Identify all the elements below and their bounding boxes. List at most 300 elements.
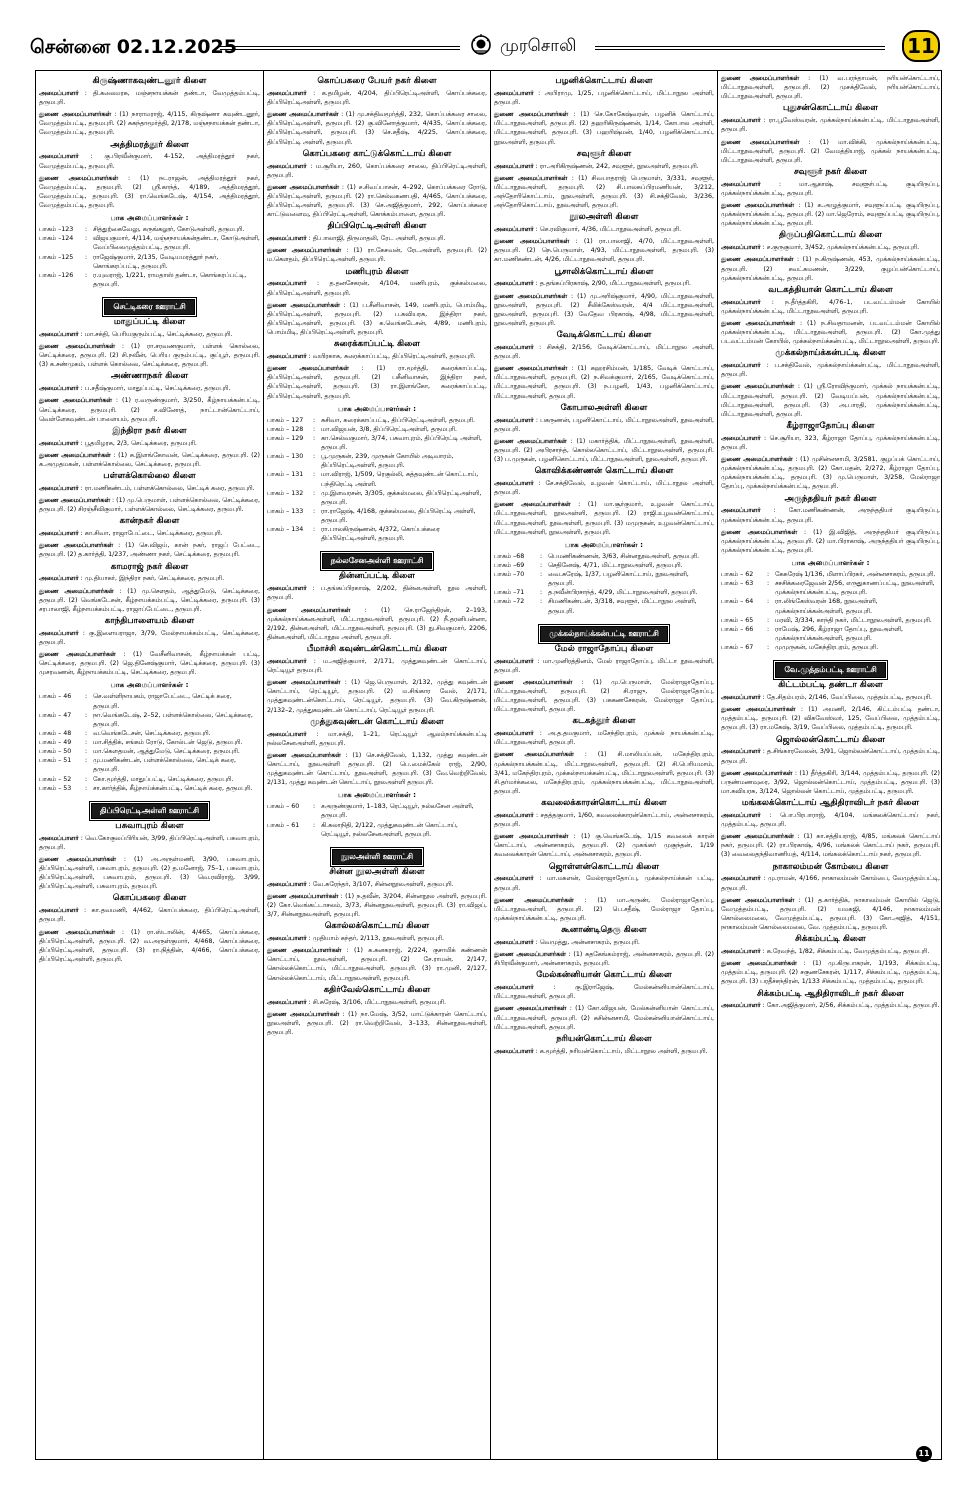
organiser-details: : (1) ப.சீனிவாசன், 149, மணிபுரம், பொம்மிடி, திப்பிரெட்டிஅள்ளி, தருமபுரி. (2) ப.கவியரசு, இந்திரா நகர், திப்பிரெட்டிஅள்ளி, தருமபுரி. (3) க.வெங்கடேசன், 4/89, மணிபுரம், பொம்மிடி, திப்பிரெட்டிஅள்ளி, தருமபுரி. bbox=[267, 301, 487, 336]
role-label: துணை அமைப்பாளர்கள் bbox=[721, 769, 793, 777]
booth-number: பாகம் – 53 bbox=[39, 784, 72, 792]
role-label: துணை அமைப்பாளர்கள் bbox=[267, 751, 341, 759]
role-label: துணை அமைப்பாளர்கள் bbox=[39, 855, 116, 863]
panchayat-name: வே.முத்தம்பட்டி ஊராட்சி bbox=[775, 662, 885, 678]
organiser-details: : ரா.மணிகண்டம், பள்ளக்கொல்லை, செட்டிக் கரை, தருமபுரி. bbox=[78, 484, 255, 492]
organiser-entry bbox=[267, 301, 487, 338]
booth-organisers-table bbox=[494, 552, 714, 616]
booth-number: பாகம் –68 bbox=[494, 552, 525, 560]
role-label: அமைப்பாளர் bbox=[267, 585, 307, 593]
role-label: துணை அமைப்பாளர்கள் bbox=[494, 833, 569, 841]
role-label: துணை அமைப்பாளர்கள் bbox=[721, 202, 795, 209]
role-label: துணை அமைப்பாளர்கள் bbox=[721, 706, 796, 714]
branch-heading: கொப்பகரை பேயர் நகர் கிளை bbox=[317, 76, 437, 86]
organiser-entry bbox=[267, 89, 487, 107]
booth-row bbox=[39, 692, 260, 710]
role-label: துணை அமைப்பாளர்கள் bbox=[494, 437, 567, 445]
booth-organisers-table bbox=[721, 570, 940, 652]
organiser-entry bbox=[721, 769, 940, 796]
colon-separator: : bbox=[540, 571, 543, 578]
booth-organisers-heading: பாக அமைப்பாளர்கள் : bbox=[565, 539, 643, 549]
booth-row bbox=[721, 643, 940, 652]
role-label: அமைப்பாளர் bbox=[494, 226, 534, 233]
role-label: துணை அமைப்பாளர்கள் bbox=[494, 501, 571, 509]
role-label: அமைப்பாளர் bbox=[721, 694, 761, 701]
booth-organiser: த.நவீன்பிரசாந்த், 4/29, மிட்டாநூலஅள்ளி, தருமபுரி. bbox=[548, 589, 698, 597]
booth-organiser: நா.வெங்கடேஷ், 2–52, பள்ளக்கொல்லை, செட்டிக்கரை, தருமபுரி. bbox=[93, 711, 253, 728]
role-label: அமைப்பாளர் bbox=[39, 907, 79, 915]
organiser-details: : மு.ராமன், 4/166, நாகாலம்மன் கோம்பை, வேமுத்தம்பட்டி, தருமபுரி. bbox=[721, 875, 940, 892]
booth-organiser: முமுருகன், மகேந்திரபுரம், தருமபுரி. bbox=[775, 644, 879, 651]
role-label: அமைப்பாளர் bbox=[39, 153, 79, 161]
role-label: துணை அமைப்பாளர்கள் bbox=[267, 247, 342, 255]
organiser-entry bbox=[39, 174, 260, 211]
role-label: துணை அமைப்பாளர்கள் bbox=[721, 319, 795, 327]
branch-heading: மணிபுரம் கிளை bbox=[345, 266, 409, 277]
role-label: அமைப்பாளர் bbox=[39, 385, 79, 393]
organiser-entry bbox=[721, 959, 940, 986]
role-label: துணை அமைப்பாளர்கள் bbox=[39, 343, 115, 350]
role-label: துணை அமைப்பாளர்கள் bbox=[267, 892, 339, 900]
organiser-details: : (1) மு.கிருபாகரன், 1/193, சிக்கம்பட்டி, முத்தம்பட்டி, தருமபுரி. (2) சகுணசேகரன், 1/117, சிக்கம்பட்டி, முத்தம்பட்டி, தருமபுரி. (3) பரதீச்சந்திரன், 1/133 சிக்கம்பட்டி, முத்தம்பட்டி, தருமபுரி. bbox=[721, 960, 940, 986]
booth-row bbox=[267, 434, 487, 452]
branch-heading: வடகத்தியான் கொட்டாய் கிளை bbox=[768, 284, 893, 295]
branch-heading: கான்நகர் கிளை bbox=[119, 516, 180, 527]
branch-heading: ஜொள்ளன்கொட்டாய் கிளை bbox=[548, 861, 660, 872]
organiser-entry bbox=[721, 298, 940, 316]
column-4 bbox=[717, 71, 942, 1459]
branch-heading: கீழ்ராஜாதோப்பு கிளை bbox=[786, 420, 875, 431]
organiser-details: : (1) மு.பெருமாள், பள்ளக்கொல்லை, செட்டிக்கரை, தருமபுரி. (2) சிரஞ்சீவிகுமார், பள்ளக்கொல்லை, செட்டிக்கரை, தருமபுரி. bbox=[39, 497, 260, 514]
panchayat-name: நல்லசேனஅள்ளி ஊராட்சி bbox=[322, 553, 433, 569]
role-label: துணை அமைப்பாளர்கள் bbox=[494, 1005, 567, 1013]
organiser-details: : கா.சிவா, ராஜாபேட்டை, செட்டிக்கரை, தருமபுரி. bbox=[78, 530, 223, 538]
organiser-details: : சிசக்தி, 2/156, வேடிக்கொட்டாய், மிட்டாநூல அள்ளி, தருமபுரி. bbox=[494, 343, 714, 360]
newspaper-name: முரசொலி bbox=[500, 36, 577, 56]
role-label: துணை அமைப்பாளர்கள் bbox=[494, 238, 570, 246]
booth-organiser: வ.வெங்கடேசன், செட்டிக்கரை, தருமபுரி. bbox=[93, 729, 211, 737]
role-label: துணை அமைப்பாளர்கள் bbox=[39, 451, 111, 459]
colon-separator: : bbox=[85, 226, 88, 234]
panchayat-banner bbox=[721, 657, 940, 678]
organiser-details: : சதத்தகுமார், 1/60, கவலைக்காரன்கொட்டாய், அன்னசாகரம், தருமபுரி. bbox=[494, 811, 714, 828]
booth-row bbox=[721, 570, 940, 579]
organiser-entry bbox=[494, 174, 714, 211]
booth-number: பாகம் –69 bbox=[494, 561, 525, 569]
booth-row bbox=[494, 561, 714, 570]
branch-heading: கிட்டம்பட்டி தண்டா கிளை bbox=[778, 680, 883, 691]
booth-row bbox=[39, 711, 260, 729]
organiser-entry bbox=[721, 693, 940, 702]
role-label: அமைப்பாளர் bbox=[494, 730, 534, 738]
organiser-details: : (1) ர.வருண்குமார், 3/250, கீழ்நாயக்கன்பட்டி, செட்டிக்கரை, தருமபுரி. (2) ச.வினோத், நாட்டான்கொட்டாய், வெள்ளேகவுண்டன் பாளையம், தருமபுரி. bbox=[39, 397, 260, 423]
booth-organiser: ர.யுவராஜ், 1/221, ராமதாஸ் தண்டா, கொங்கரப்பட்டி, தருமபுரி. bbox=[93, 271, 247, 288]
booth-number: பாகம் – 127 bbox=[267, 416, 304, 424]
organiser-entry bbox=[39, 855, 260, 892]
colon-separator: : bbox=[85, 711, 88, 719]
organiser-entry bbox=[494, 500, 714, 537]
booth-row bbox=[39, 775, 260, 784]
organiser-entry bbox=[721, 832, 940, 859]
booth-organisers-table bbox=[267, 416, 487, 544]
organiser-entry bbox=[494, 416, 714, 434]
branch-heading: கொப்பகரை காட்டுக்கொட்டாய் கிளை bbox=[302, 148, 452, 159]
organiser-entry bbox=[39, 439, 260, 448]
organiser-entry bbox=[267, 946, 487, 983]
colon-separator: : bbox=[540, 552, 543, 560]
organiser-details: : (1) சுதகேங்கம்ராஜ், அன்னசாகரம், தருமபுரி. (2) சிபிரவீன்குமார், அன்னசாகரம், தருமபுரி. bbox=[494, 951, 714, 968]
booth-organiser: மரவி, 3/334, காந்தி நகர், மிட்டாநூலஅள்ளி, தருமபுரி. bbox=[775, 616, 932, 624]
organiser-entry bbox=[494, 225, 714, 234]
branch-heading: தின்னப்பட்டி கிளை bbox=[338, 571, 416, 582]
booth-row bbox=[267, 470, 487, 488]
organiser-details: : ப.சக்திவேல், முக்கல்நாய்க்கன்பட்டி, மிட்டாநூலஅள்ளி, தருமபுரி. bbox=[721, 362, 940, 379]
organiser-details: : (1) ச.சிவப்பாசன், 4–292, கொப்பக்கரை ரோடு, திப்பிரெட்டிஅள்ளி, தருமபுரி. (2) ரா.செல்வகணபதி, 4/465, கொப்பக்கரை, திப்பிரெட்டிஅள்ளி, தருமபுரி. (3) செ.அஜித்குமார், 292, கொப்பக்கரை காட்டுவளைவு, திப்பிரெட்டிஅள்ளி, கொக்கம்பாளை, தருமபுரி. bbox=[267, 183, 487, 219]
role-label: அமைப்பாளர் bbox=[494, 480, 534, 487]
organiser-details: : (1) செ.கோகேஷ்வரன், பழனிக் கொட்டாய், மிட்டாநூலஅள்ளி, தருமபுரி. (2) தஹரிகிருஷ்ணன், 1/14, கோபால அள்ளி, மிட்டாநூலஅள்ளி, தருமபுரி. (3) பஹரிஷ்மன், 1/40, பழனிக்கொட்டாய், நூலஅள்ளி, தருமபுரி. bbox=[494, 111, 714, 146]
organiser-entry bbox=[494, 162, 714, 171]
booth-number: பாகம் – 61 bbox=[267, 821, 300, 829]
colon-separator: : bbox=[540, 561, 543, 569]
colon-separator: : bbox=[540, 589, 543, 597]
booth-number: பாகம் – 63 bbox=[721, 580, 754, 588]
role-label: துணை அமைப்பாளர்கள் bbox=[494, 111, 569, 119]
page-number-badge: 11 bbox=[902, 30, 940, 62]
branch-heading: மேல் ராஜாதோப்பு கிளை bbox=[554, 643, 654, 654]
organiser-entry bbox=[267, 183, 487, 220]
organiser-details: : (1) ரா.ஸ்டாலின், 4/465, கொப்பக்கரை, திப்பிரெட்டிஅள்ளி, தருமபுரி. (2) வ.அருள்குமார், 4/468, கொப்பக்கரை, திப்பிரெட்டிஅள்ளி, தருமபுரி. (3) ரா.நித்தின், 4/466, கொப்பக்கரை, திப்பிரெட்டிஅள்ளி, தருமபுரி. bbox=[39, 928, 260, 963]
colon-separator: : bbox=[313, 489, 316, 497]
branch-heading: கவலைக்காரன்கொட்டாய் கிளை bbox=[541, 798, 667, 808]
role-label: அமைப்பாளர் bbox=[494, 343, 534, 351]
organiser-details: : மா.ஆகாஷ், சவுளூர்பட்டி குடியிருப்பு, முக்கல்நாய்க்கன்பட்டி, தருமபுரி. bbox=[721, 180, 940, 197]
organiser-entry bbox=[494, 279, 714, 288]
organiser-entry bbox=[39, 451, 260, 469]
organiser-details: : மா.சக்தி, 1–21, ரெட்டியூர் ஆலம்நாய்க்கன்பட்டி நல்லசேனஅள்ளி, தருமபுரி. bbox=[267, 730, 487, 747]
booth-organisers-table bbox=[39, 692, 260, 792]
organiser-entry bbox=[721, 455, 940, 492]
booth-organiser: செதினேஷ், 4/71, மிட்டாநூலஅள்ளி, தருமபுரி. bbox=[548, 561, 683, 569]
organiser-entry bbox=[721, 811, 940, 829]
organiser-entry bbox=[39, 587, 260, 614]
organiser-details: : (1) கு.வெங்கடேஷ், 1/15 கவலைக் காரன் கொட்டாய், அன்னசாகரம், தருமபுரி. (2) முகங்கர் முகுந்தன், 1/19 கவலைக்காரன் கொட்டாய், அன்னசாகரம், தருமபுரி. bbox=[494, 833, 714, 859]
organiser-entry bbox=[267, 1010, 487, 1037]
organiser-entry bbox=[721, 705, 940, 732]
role-label: அமைப்பாளர் bbox=[267, 730, 307, 738]
branch-heading: இந்திரா நகர் கிளை bbox=[112, 425, 187, 436]
booth-row bbox=[39, 784, 260, 793]
booth-organiser: செ.வள்ளிநாயகம், ராஜாபேட்டை, செட்டிக் கரை, தருமபுரி. bbox=[93, 693, 232, 710]
organiser-entry bbox=[39, 330, 260, 339]
colon-separator: : bbox=[767, 571, 770, 578]
branch-heading: முக்கல்நாய்க்கன்பட்டி கிளை bbox=[775, 348, 886, 359]
booth-organiser: வை.சுரேஷ், 1/37, பழனிகொட்டாய், நூலஅள்ளி, தருமபுரி. bbox=[548, 571, 689, 588]
organiser-entry bbox=[494, 437, 714, 464]
organiser-entry bbox=[494, 110, 714, 147]
role-label: அமைப்பாளர் bbox=[721, 811, 761, 819]
branch-heading: பழனிக்கொட்டாய் கிளை bbox=[555, 76, 653, 86]
organiser-details: : க.ரேவந்த், 1/82, சிக்கம்பட்டி, வேமுத்தம்பட்டி, தருமபுரி. bbox=[760, 948, 930, 955]
booth-organiser: சா.கார்த்திக், கீழ்நாய்க்கன்பட்டி, செட்டிக் கரை, தருமபுரி. bbox=[93, 784, 253, 792]
booth-organiser: ராஜேஷ்குமார், 2/135, வேடியமரத்தூர் நகர், கொங்கரப்பட்டி, தருமபுரி. bbox=[93, 253, 219, 270]
role-label: அமைப்பாளர் bbox=[494, 875, 534, 883]
booth-row bbox=[494, 588, 714, 597]
booth-number: பாகம் –70 bbox=[494, 571, 525, 578]
organiser-entry bbox=[721, 201, 940, 228]
organiser-details: : வெமுத்து, அன்னசாகரம், தருமபுரி. bbox=[533, 938, 640, 946]
organiser-entry bbox=[494, 729, 714, 747]
branch-heading: கதிர்வேல்கொட்டாய் கிளை bbox=[323, 984, 431, 995]
booth-row bbox=[494, 570, 714, 588]
organiser-entry bbox=[721, 874, 940, 892]
role-label: அமைப்பாளர் bbox=[39, 834, 79, 842]
organiser-entry bbox=[267, 584, 487, 602]
masthead bbox=[30, 30, 945, 66]
booth-organiser: ரா.லிங்கேஸ்வரன் 168, நூலஅள்ளி, முக்கல்நாய்க்கன்அள்ளி, தருமபுரி. bbox=[775, 598, 878, 615]
organiser-details: : வெ.கோகுலப்பிரியன், 3/99, திப்பிரெட்டிஅள்ளி, பசுவாபுரம், தருமபுரி. bbox=[39, 834, 260, 851]
booth-organiser: சசசிக்கரைஜேவன் 2/56, எருதுகாணப்பட்டி, நூலஅள்ளி, முக்கல்நாய்க்கன்பட்டி, தருமபுரி. bbox=[775, 580, 935, 597]
role-label: துணை அமைப்பாளர்கள் bbox=[494, 292, 567, 300]
booth-row bbox=[39, 729, 260, 738]
organiser-details: : (1) ந.சிவதாமனன், படவட்டம்மன் கோயில் முக்கல்நாய்க்கன்பட்டி, மிட்டாநூலஅள்ளி, தருமபுரி. (2) கோ.முத்து படவட்டம்மன் கோயில், முக்கல்நாய்க்கன்பட்டி, மிட்டாநூலஅள்ளி, தருமபுரி. bbox=[721, 319, 940, 346]
role-label: அமைப்பாளர் bbox=[721, 507, 761, 515]
organiser-entry bbox=[494, 657, 714, 675]
role-label: அமைப்பாளர் bbox=[721, 362, 761, 370]
booth-row bbox=[39, 225, 260, 234]
organiser-entry bbox=[267, 678, 487, 715]
colon-separator: : bbox=[313, 416, 316, 424]
organiser-details: : (1) மு.சௌதம், ஆத்துமேடு, செட்டிக்கரை, தருமபுரி. (2) வெங்கடேசன், கீழ்நாயக்கம்பட்டி, செட்டிக்கரை, தருமபுரி. (3) சரபாலாஜி, கீழ்நாயக்கம்பட்டி, ராஜாப்பேட்டை, தருமபுரி. bbox=[39, 587, 260, 613]
booth-organisers-heading: பாக அமைப்பாளர்கள் : bbox=[110, 213, 189, 223]
colon-separator: : bbox=[313, 526, 316, 534]
branch-heading: காந்திபாளையம் கிளை bbox=[104, 615, 195, 626]
role-label: அமைப்பாளர் bbox=[267, 998, 307, 1006]
organiser-details: : (1) ஸ்ரீ.ரோவிந்குமார், முக்கல் நாயக்கன்பட்டி, மிட்டாநூலஅள்ளி, தருமபுரி. (2) வேடியப்பன், முக்கல்நாய்க்கன்பட்டி, மிட்டாநூலஅள்ளி, தருமபுரி. (3) அ.பாரதி, முக்கல்நாய்க்கன்பட்டி, மிட்டாநூலஅள்ளி, தருமபுரி. bbox=[721, 383, 940, 418]
organiser-details: : (1) மா.சூர்குமார், உழவன் கொட்டாய், மிட்டாநூலஅள்ளி, நூலஅள்ளி, தருமபுரி. (2) ராஜி.உழவன்கொட்டாய், மிட்டாநூலஅள்ளி, நூலஅள்ளி, தருமபுரி. (3) மமுருகன், உழவன்கொட்டாய், மிட்டாநூலஅள்ளி, நூலஅள்ளி, தருமபுரி. bbox=[494, 501, 714, 536]
booth-number: பாகம் – 64 bbox=[721, 598, 754, 606]
organiser-entry bbox=[39, 928, 260, 965]
booth-organiser: மு.மணிகண்டன், பள்ளக்கொல்லை, செட்டிக் கரை, தருமபுரி. bbox=[93, 757, 236, 774]
booth-number: பாகம் – 52 bbox=[39, 775, 72, 783]
organiser-details: : (1) மகார்த்திக், மிட்டாநூலஅள்ளி, நூலஅள்ளி, தருமபுரி. (2) அபிரசாந்த், கொல்லகொட்டாய், மிட்டாநூலஅள்ளி, தருமபுரி. (3) ப.முருகன், பழனிகொட்டாய், மிட்டாநூலஅள்ளி, நூலஅள்ளி, தருமபுரி. bbox=[494, 437, 714, 463]
branch-heading: பூசாலிக்கொட்டாய் கிளை bbox=[554, 266, 654, 277]
role-label: துணை அமைப்பாளர்கள் bbox=[721, 960, 797, 968]
booth-number: பாகம் – 132 bbox=[267, 489, 304, 497]
organiser-entry bbox=[494, 292, 714, 329]
organiser-details: : கு.இளையராஜா, 3/79, மேல்நாயக்கம்பட்டி, செட்டிக்கரை, தருமபுரி. bbox=[39, 629, 260, 646]
booth-number: பாகம் –124 bbox=[39, 235, 74, 243]
booth-row bbox=[39, 271, 260, 289]
organiser-entry bbox=[39, 496, 260, 514]
colon-separator: : bbox=[85, 729, 88, 737]
role-label: அமைப்பாளர் bbox=[494, 811, 534, 819]
panchayat-name: நூலஅள்ளி ஊராட்சி bbox=[332, 849, 422, 865]
panchayat-banner bbox=[267, 844, 487, 865]
booth-number: பாகம் –126 bbox=[39, 271, 74, 279]
booth-number: பாகம் –123 bbox=[39, 226, 74, 234]
organiser-entry bbox=[39, 650, 260, 677]
organiser-entry bbox=[721, 382, 940, 419]
booth-row bbox=[267, 507, 487, 525]
organiser-entry bbox=[39, 89, 260, 107]
organiser-details: : (1) ரா.பாலாஜி, 4/70, மிட்டாநூலஅள்ளி, தருமபுரி. (2) நெ.பெருமாள், 4/93, மிட்டாநூலஅள்ளி, தருமபுரி. (3) கா.மணிகண்டன், 4/26, மிட்டாநூலஅள்ளி, தருமபுரி. bbox=[494, 238, 715, 264]
notice-sheet bbox=[35, 70, 942, 1460]
role-label: அமைப்பாளர் bbox=[721, 117, 761, 125]
organiser-details: : (1) க.கனகராஜ், 2/224, குசாமிக் கண்ணன் கொட்டாய், நூலஅள்ளி, தருமபுரி. (2) சே.ராமன், 2/147, கொல்லக்கொட்டாய், மிட்டாநூலஅள்ளி, தருமபுரி. (3) ரா.முனி, 2/127, கொல்லக்கொட்டாய், மிட்டாநூலஅள்ளி, தருமபுரி. bbox=[267, 947, 487, 982]
booth-row bbox=[267, 489, 487, 507]
organiser-entry bbox=[494, 1004, 714, 1031]
role-label: அமைப்பாளர் bbox=[39, 575, 79, 583]
organiser-entry bbox=[267, 730, 487, 748]
role-label: அமைப்பாளர் bbox=[39, 439, 79, 447]
organiser-details: : (1) மு.அரிஷ்குமார், 4/90, மிட்டாநூலஅள்ளி, நூலஅள்ளி, தருமபுரி. (2) சீலிக்கேஸ்வரன், 4/4 மிட்டாநூலஅள்ளி, நூலஅள்ளி, தருமபுரி. (3) வேதேவ பிரகாஷ், 4/98, மிட்டாநூலஅள்ளி, நூலஅள்ளி, தருமபுரி. bbox=[494, 292, 714, 327]
organiser-entry bbox=[494, 811, 714, 829]
role-label: துணை அமைப்பாளர்கள் bbox=[267, 679, 341, 687]
colon-separator: : bbox=[85, 748, 88, 756]
booth-organiser: விஜயகுமார், 4/114, மஞ்சநாயக்கன்தண்டா, கோடுஅள்ளி, வேப்பிலைமுத்தம்பட்டி, தருமபுரி. bbox=[93, 235, 260, 252]
booth-number: பாகம் – 129 bbox=[267, 434, 304, 442]
organiser-entry bbox=[721, 506, 940, 524]
organiser-details: : (1) வ.பரந்தாமன், நரியன்கொட்டாய், மிட்டாநூலஅள்ளி, தருமபுரி. (2) முசக்திவேல், நரியன்கொட்டாய், மிட்டாநூலஅள்ளி, தருமபுரி. bbox=[721, 75, 940, 101]
role-label: துணை அமைப்பாளர்கள் bbox=[267, 947, 342, 955]
organiser-details: : மா.மகளன், மேல்ராஜாதோப்பு, முக்கல்நாய்க்கன் பட்டி, தருமபுரி. bbox=[494, 875, 714, 892]
organiser-entry bbox=[267, 352, 487, 361]
role-label: அமைப்பாளர் bbox=[267, 280, 307, 288]
booth-row bbox=[267, 425, 487, 434]
branch-heading: நரியன்கொட்டாய் கிளை bbox=[556, 1033, 652, 1044]
role-label: துணை அமைப்பாளர்கள் bbox=[721, 256, 794, 264]
booth-number: பாகம் – 51 bbox=[39, 757, 72, 765]
organiser-details: : த.தங்கப்பிரகாஷ், 2/90, மிட்டாநூலஅள்ளி, தருமபுரி. bbox=[533, 280, 691, 288]
booth-row bbox=[494, 597, 714, 615]
organiser-details: : அ.த.தமகுமார், மசேந்திரபுரம், முக்கல் நாயக்கன்பட்டி, மிட்டாநூலஅள்ளி, தருமபுரி. bbox=[494, 730, 714, 747]
organiser-entry bbox=[494, 938, 714, 947]
colon-separator: : bbox=[767, 580, 770, 588]
panchayat-banner bbox=[39, 798, 260, 819]
organiser-details: : (1) மா.விக்கி, முக்கல்நாய்க்கன்பட்டி, மிட்டாநூலஅள்ளி, தருமபுரி. (2) வேமத்தியாஜ், முக்கல் நாயக்கன்பட்டி, மிட்டாநூலஅள்ளி, தருமபுரி. bbox=[721, 138, 940, 164]
colon-separator: : bbox=[313, 803, 316, 811]
role-label: அமைப்பாளர் bbox=[267, 880, 307, 888]
organiser-details: : (1) செ.ராஜேந்திரன், 2–193, முக்கல்நாய்க்கனஅள்ளி, மிட்டாநூலஅள்ளி, தருமபுரி. (2) நீ.தரனிபன்னா, 2/192, தின்னஅள்ளி, மிட்டாநூலஅள்ளி, தருமபுரி. (3) நு.சிவகுமார், 2206, தின்னஅள்ளி, மிட்டாநூல அள்ளி, தருமபுரி. bbox=[267, 606, 487, 641]
role-label: துணை அமைப்பாளர்கள் bbox=[267, 111, 339, 119]
colon-separator: : bbox=[767, 616, 770, 624]
organiser-entry bbox=[267, 279, 487, 297]
organiser-details: : ந.தீர்த்தகிரி, 4/76–1, படவட்டம்மன் கோயில் முக்கல்நாய்க்கன்பட்டி, மிட்டாநூலஅள்ளி, தருமபுரி. bbox=[721, 298, 940, 315]
organiser-details: : ப.சதீஷ்குமார், மாதுப்பட்டி, செட்டிக்கரை, தருமபுரி. bbox=[78, 385, 231, 393]
column-2 bbox=[263, 71, 490, 1459]
organiser-entry bbox=[39, 396, 260, 423]
organiser-entry bbox=[721, 138, 940, 165]
booth-organiser: கி.கலாநிதி, 2/122, முத்துகவுண்டன் கொட்டாய், ரெட்டியூர், நல்லசேனஅள்ளி, தருமபுரி. bbox=[321, 821, 458, 838]
organiser-details: : மா.முனிரத்தினம், மேல் ராஜாதோப்பு, மிட்டா நூலஅள்ளி, தருமபுரி. bbox=[494, 657, 714, 674]
page-number-footer: 11 bbox=[916, 1446, 932, 1462]
colon-separator: : bbox=[313, 434, 316, 442]
booth-row bbox=[39, 738, 260, 747]
organiser-entry bbox=[721, 434, 940, 452]
organiser-details: : (1) நாராமராஜ், 4/115, கிருஷ்ணா கவுண்டனூர், வேமுத்தம்பட்டி, தருமபுரி. (2) சுகந்தாமூர்த்தி, 2/178, மஞ்சநாயக்கன் தண்டா, வேமுத்தம்பட்டி, தருமபுரி. bbox=[39, 111, 260, 137]
organiser-entry bbox=[39, 541, 260, 559]
booth-number: பாகம் – 46 bbox=[39, 693, 72, 701]
role-label: அமைப்பாளர் bbox=[721, 244, 761, 252]
organiser-details: : ம.அஜித்குமார், 2/171, முத்துகவுண்டன் கொட்டாய், ரெட்டியூர் தருமபுரி. bbox=[267, 657, 487, 674]
colon-separator: : bbox=[313, 425, 316, 433]
organiser-entry bbox=[721, 528, 940, 555]
colon-separator: : bbox=[313, 821, 316, 829]
role-label: அமைப்பாளர் bbox=[267, 89, 307, 97]
colon-separator: : bbox=[85, 271, 88, 279]
organiser-entry bbox=[494, 343, 714, 361]
branch-heading: சிக்கம்பட்டி ஆதிதிராவிடர் நகர் கிளை bbox=[756, 988, 905, 999]
role-label: துணை அமைப்பாளர்கள் bbox=[267, 606, 351, 614]
role-label: துணை அமைப்பாளர்கள் bbox=[721, 456, 793, 463]
role-label: துணை அமைப்பாளர்கள் bbox=[721, 896, 795, 904]
colon-separator: : bbox=[85, 693, 88, 701]
booth-organisers-heading: பாக அமைப்பாளர்கள் : bbox=[110, 680, 189, 690]
organiser-details: : சே.சக்திவேல், உழவன் கொட்டாய், மிட்டாநூல அள்ளி, தருமபுரி. bbox=[494, 480, 714, 497]
organiser-details: : (1) செ.சக்திவேல், 1,132, முத்து கவுண்டன் கொட்டாய், நூலஅள்ளி தருமபுரி. (2) பெ.மைக்கேல் ராஜ், 2/90, முத்துகவுண்டன் கொட்டாய், நூலஅள்ளி, தருமபுரி. (3) வே.வெற்றிவேல், 2/131, முத்து கவுண்டன் கொட்டாய், நூலஅள்ளி தருமபுரி. bbox=[267, 751, 487, 787]
booth-organiser: சஅருண்குமார், 1–183, ரெட்டியூர், நல்லசேன அள்ளி, தருமபுரி. bbox=[321, 803, 474, 820]
booth-organiser: பூ.முருகன், 239, முருகன் கோயில் அடிவாரம், திப்பிரெட்டிஅள்ளி, தருமபுரி. bbox=[321, 453, 454, 470]
colon-separator: : bbox=[85, 784, 88, 792]
role-label: அமைப்பாளர் bbox=[494, 416, 534, 424]
organiser-entry bbox=[721, 255, 940, 282]
organiser-entry bbox=[39, 484, 260, 493]
role-label: துணை அமைப்பாளர்கள் bbox=[39, 587, 114, 595]
organiser-entry bbox=[39, 152, 260, 170]
booth-row bbox=[39, 253, 260, 271]
branch-heading: கிருஷ்ணாகவுண்டனூர் கிளை bbox=[92, 76, 207, 86]
role-label: அமைப்பாளர் bbox=[39, 330, 79, 338]
organiser-entry bbox=[494, 950, 714, 968]
organiser-details: : (1) மு.பெருமாள், மேல்ராஜாதோப்பு, மிட்டாநூலஅள்ளி, தருமபுரி. (2) சி.ராஜு, மேல்ராஜாதோப்பு, மிட்டாநூலஅள்ளி, தருமபுரி. (3) பசுகணசேகரன், மேல்ராஜா தோப்பு, மிட்டாநூலஅள்ளி, தருமபுரி. bbox=[494, 678, 714, 714]
booth-organiser: ரா.ராஜேஷ், 4/168, குக்கல்மலை, திப்பிரெட்டி அள்ளி, தருமபுரி. bbox=[321, 507, 476, 524]
booth-row bbox=[267, 821, 487, 839]
organiser-entry bbox=[39, 629, 260, 647]
role-label: துணை அமைப்பாளர்கள் bbox=[39, 397, 112, 405]
colon-separator: : bbox=[85, 253, 88, 261]
branch-heading: அருந்ததியர் நகர் கிளை bbox=[784, 493, 877, 504]
booth-organiser: ரா.பாலகிருஷ்ணன், 4/372, கொப்பக்கரை திப்பிரெட்டிஅள்ளி, தருமபுரி. bbox=[321, 526, 440, 543]
column-3 bbox=[490, 71, 717, 1459]
role-label: துணை அமைப்பாளர்கள் bbox=[39, 542, 114, 550]
branch-heading: பீமாச்சி கவுண்டன்கொட்டாய் கிளை bbox=[306, 644, 448, 654]
booth-row bbox=[721, 625, 940, 643]
role-label: அமைப்பாளர் bbox=[494, 657, 534, 665]
booth-row bbox=[39, 747, 260, 756]
organiser-details: : (1) இ.விஜித், அருந்ததியர் குடியிருப்பு, முக்கல்நாய்க்கன்பட்டி, தருமபுரி. (2) மா.பிராகாஷ், அருந்ததியர் குடியிருப்பு, முக்கல்நாய்க்கன்பட்டி, தருமபுரி. bbox=[721, 528, 940, 554]
branch-heading: கடகத்தூர் கிளை bbox=[572, 716, 636, 727]
role-label: துணை அமைப்பாளர்கள் bbox=[721, 383, 794, 391]
role-label: அமைப்பாளர் bbox=[39, 484, 79, 492]
organiser-entry bbox=[267, 246, 487, 264]
role-label: அமைப்பாளர் bbox=[721, 875, 761, 883]
role-label: அமைப்பாளர் bbox=[721, 434, 761, 442]
organiser-details: : (1) மு.சக்திவமூர்த்தி, 232, கொப்பக்கரை சாலை, திப்பிரெட்டிஅள்ளி, தருமபுரி. (2) கு.வினோத்குமார், 4/435, கொப்பக்கரை, திப்பிரெட்டிஅள்ளி, தருமபுரி. (3) செ.சதீஷ், 4/225, கொப்பக்கரை, திப்பிரெட்டி அள்ளி, தருமபுரி. bbox=[267, 111, 487, 146]
role-label: அமைப்பாளர் bbox=[721, 180, 761, 188]
role-label: துணை அமைப்பாளர்கள் bbox=[721, 528, 798, 536]
role-label: துணை அமைப்பாளர்கள் bbox=[494, 678, 573, 686]
organiser-details: : (1) ரா.மூர்த்தி, சுரைக்காப்பட்டி, திப்பிரெட்டிஅள்ளி, தருமபுரி. (2) பசீனிவாசன், இந்திரா நகர், திப்பிரெட்டிஅள்ளி, தருமபுரி. (3) ரா.இளங்கோ, சுரைக்காப்பட்டி, திப்பிரெட்டிஅள்ளி, தருமபுரி. bbox=[267, 365, 487, 400]
booth-organiser: சித்துற்கைவேலு, கருங்கலூர், கோடுஅள்ளி, தருமபுரி. bbox=[93, 226, 245, 234]
booth-organisers-heading: பாக அமைப்பாளர்கள் : bbox=[338, 403, 416, 413]
organiser-entry bbox=[39, 384, 260, 393]
booth-number: பாகம் – 134 bbox=[267, 526, 304, 534]
role-label: துணை அமைப்பாளர்கள் bbox=[721, 138, 800, 146]
organiser-details: : வே.சுரேந்தர், 3/107, சின்னநூலஅள்ளி, தருமபுரி. bbox=[306, 880, 454, 888]
role-label: அமைப்பாளர் bbox=[267, 235, 307, 243]
role-label: துணை அமைப்பாளர்கள் bbox=[267, 301, 340, 309]
booth-number: பாகம் – 65 bbox=[721, 616, 754, 624]
